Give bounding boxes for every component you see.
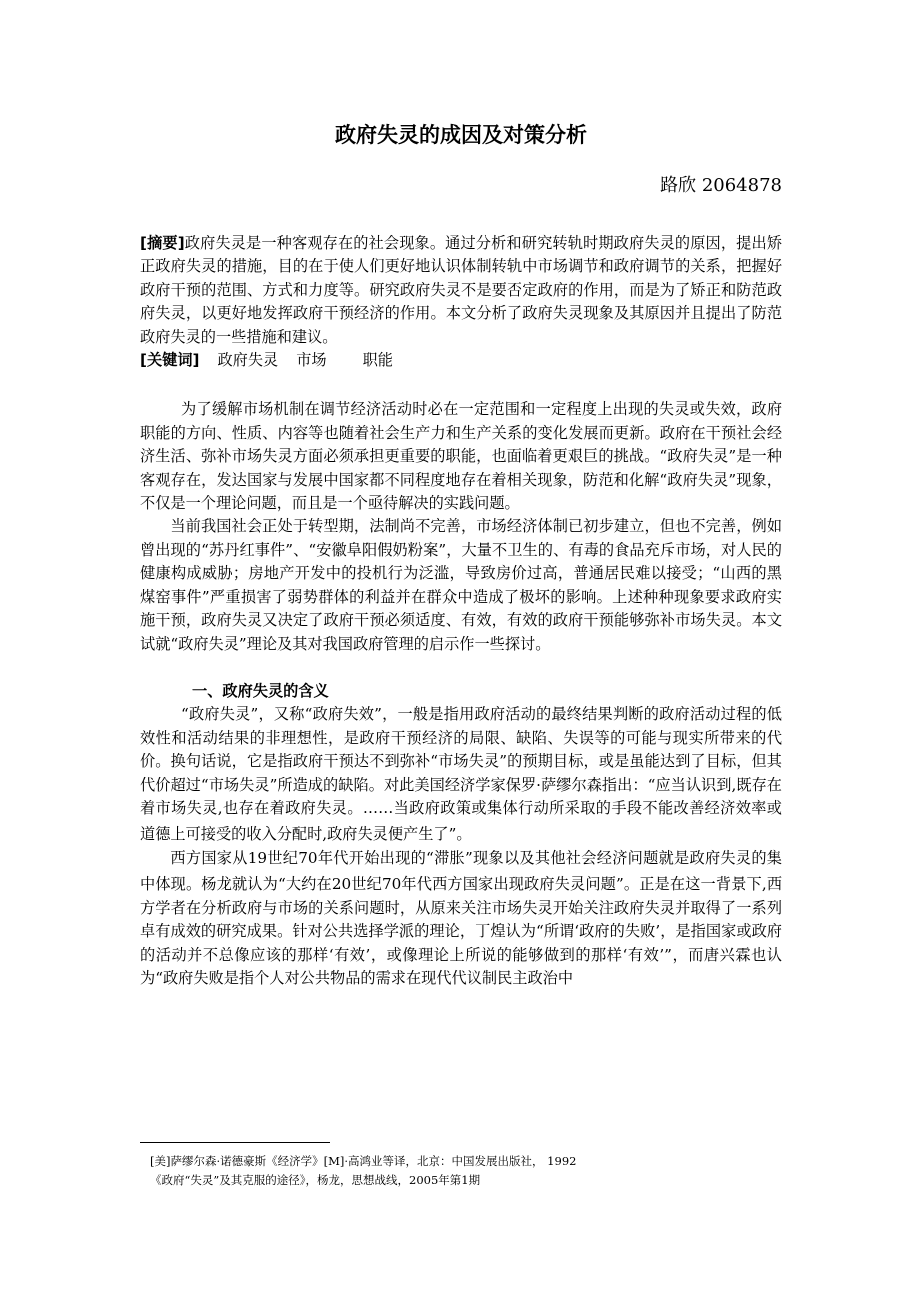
author-line: 路欣 2064878 bbox=[660, 175, 782, 196]
body-paragraph-2: 当前我国社会正处于转型期，法制尚不完善，市场经济体制已初步建立，但也不完善，例如曾出现的“苏丹红事件”、“安徽阜阳假奶粉案”，大量不卫生的、有毒的食品充斥市场，对人民的健康构成威胁；房地产开发中的投机行为泛滥，导致房价过高，普通居民难以接受；“山西的黑煤窑事件”严重损害了弱势群体的利益并在群众中造成了极坏的影响。上述种种现象要求政府实施干预，政府失灵又决定了政府干预必须适度、有效，有效的政府干预能够弥补市场失灵。本文试就“政府失灵”理论及其对我国政府管理的启示作一些探讨。 bbox=[140, 517, 782, 653]
footnote-item bbox=[140, 1152, 782, 1171]
document-title: 政府失灵的成因及对策分析 bbox=[335, 123, 587, 147]
body-paragraph-1: 为了缓解市场机制在调节经济活动时必在一定范围和一定程度上出现的失灵或失效，政府职能的方向、性质、内容等也随着社会生产力和生产关系的变化发展而更新。政府在干预社会经济生活、弥补市场失灵方面必须承担更重要的职能，也面临着更艰巨的挑战。“政府失灵”是一种客观存在，发达国家与发展中国家都不同程度地存在着相关现象，防范和化解“政府失灵”现象，不仅是一个理论问题，而且是一个亟待解决的实践问题。 bbox=[140, 400, 782, 513]
document-body bbox=[140, 232, 782, 990]
paragraph-4-text-a: 西方国家从19世纪70年代开始出现的“滞胀”现象以及其他社会经济问题就是政府失灵的集中体现。杨龙就认为“大约在20世纪70年代西方国家出现政府失灵问题”。 bbox=[140, 848, 782, 894]
keyword-item: 政府失灵 bbox=[217, 351, 279, 370]
abstract-paragraph bbox=[140, 232, 782, 349]
footnote-item bbox=[140, 1171, 782, 1190]
footnote-text: [美]萨缪尔森·诺德豪斯《经济学》[M]·高鸿业等译，北京：中国发展出版社， 1992 bbox=[150, 1154, 577, 1168]
footnotes bbox=[140, 1152, 782, 1190]
keywords-label: [关键词] bbox=[140, 351, 200, 370]
body-paragraph-4 bbox=[140, 847, 782, 991]
keyword-item: 职能 bbox=[362, 351, 393, 370]
section-heading-1: 一、政府失灵的含义 bbox=[192, 681, 329, 700]
body-paragraph-3 bbox=[140, 703, 782, 847]
abstract-text: 政府失灵是一种客观存在的社会现象。通过分析和研究转轨时期政府失灵的原因，提出矫正政府失灵的措施，目的在于使人们更好地认识体制转轨中市场调节和政府调节的关系，把握好政府干预的范围、方式和力度等。研究政府失灵不是要否定政府的作用，而是为了矫正和防范政府失灵，以更好地发挥政府干预经济的作用。本文分析了政府失灵现象及其原因并且提出了防范政府失灵的一些措施和建议。 bbox=[140, 234, 783, 346]
footnote-divider bbox=[140, 1142, 330, 1143]
paragraph-4-text-b: 正是在这一背景下,西方学者在分析政府与市场的关系问题时，从原来关注市场失灵开始关注政府失灵并取得了一系列卓有成效的研究成果。针对公共选择学派的理论，丁煌认为“所谓‘政府的失败’，是指国家或政府的活动并不总像应该的那样‘有效’，或像理论上所说的能够做到的那样‘有效’”，而唐兴霖也认为“政府失败是指个人对公共物品的需求在现代代议制民主政治中 bbox=[140, 875, 783, 987]
keyword-item: 市场 bbox=[296, 351, 327, 370]
paragraph-3-text: “政府失灵”，又称“政府失效”，一般是指用政府活动的最终结果判断的政府活动过程的低效性和活动结果的非理想性，是政府干预经济的局限、缺陷、失误等的可能与现实所带来的代价。换句话说，它是指政府干预达不到弥补“市场失灵”的预期目标，或是虽能达到了目标，但其代价超过“市场失灵”所造成的缺陷。对此美国经济学家保罗·萨缪尔森指出：“应当认识到,既存在着市场失灵,也存在着政府失灵。……当政府政策或集体行动所采取的手段不能改善经济效率或道德上可接受的收入分配时,政府失灵便产生了”。 bbox=[140, 705, 782, 844]
keywords-line bbox=[140, 349, 782, 372]
abstract-label: [摘要] bbox=[140, 234, 185, 252]
footnote-text: 《政府“失灵”及其克服的途径》，杨龙，思想战线，2005年第1期 bbox=[150, 1173, 481, 1187]
